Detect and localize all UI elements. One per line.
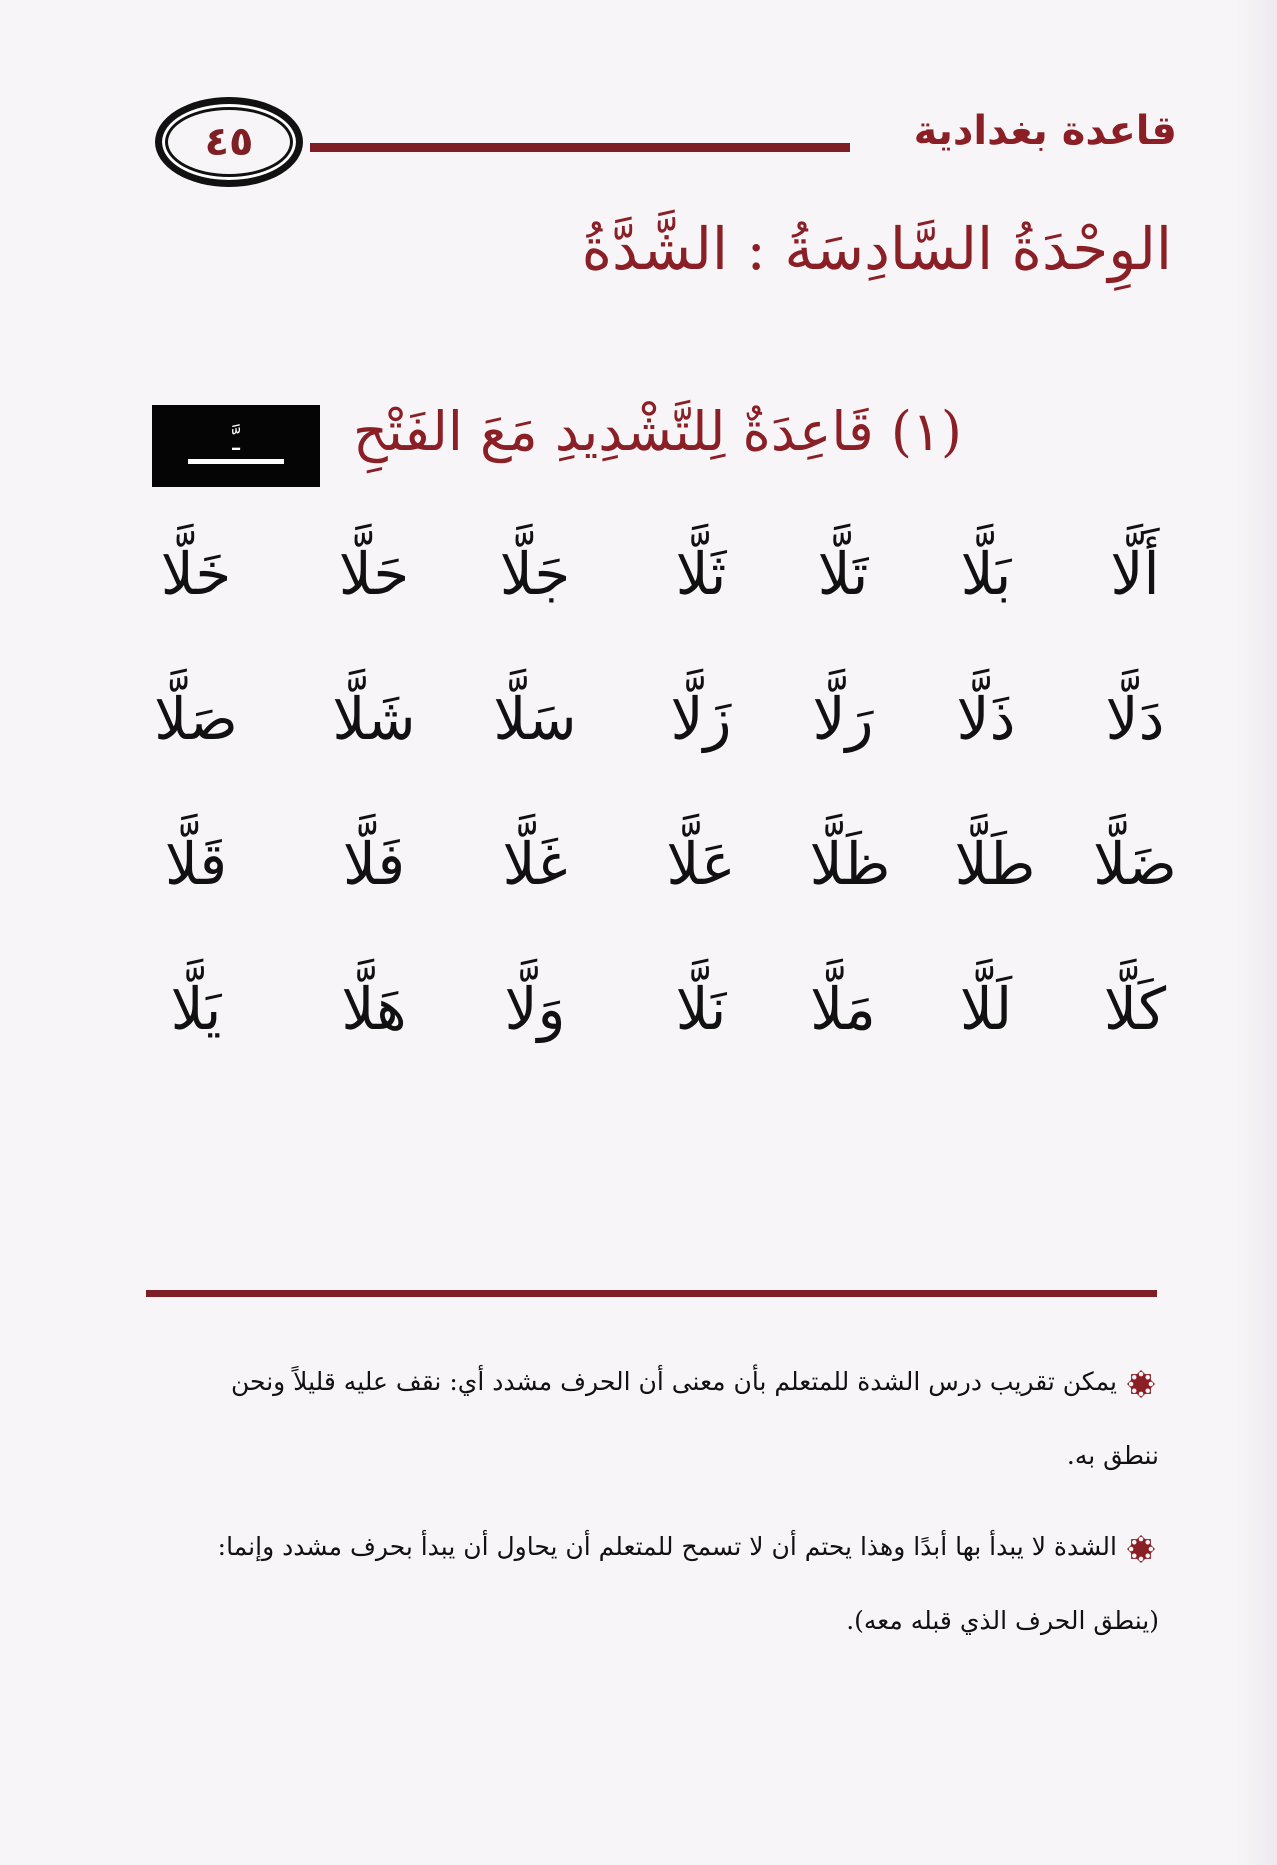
grid-cell: مَلَّا [810,975,876,1043]
footnote-text: الشدة لا يبدأ بها أبدًا وهذا يحتم أن لا تسمح للمتعلم أن يحاول أن يبدأ بحرف مشدد وإنما: [217,1532,1117,1561]
footnote-line [119,1510,1159,1584]
grid-cell: بَلَّا [960,540,1012,608]
grid-cell: غَلَّا [502,830,568,898]
grid-cell: فَلَّا [342,830,406,898]
grid-cell: خَلَّا [160,540,232,608]
grid-cell: أَلَّا [1110,540,1160,608]
shadda-fatha-symbol-box [152,405,320,487]
grid-cell: ذَلَّا [956,685,1016,753]
page-number: ٤٥ [204,119,254,165]
grid-cell: يَلَّا [170,975,222,1043]
unit-title: الوِحْدَةُ السَّادِسَةُ : الشَّدَّةُ [581,215,1172,283]
grid-cell: نَلَّا [675,975,727,1043]
footnote-text-continued: ننطق به. [1066,1441,1159,1470]
footnote [119,1345,1159,1493]
footnote-text-continued: (ينطق الحرف الذي قبله معه). [846,1606,1159,1635]
grid-cell: رَلَّا [812,685,874,753]
grid-cell: لَلَّا [959,975,1013,1043]
page-number-badge [155,97,303,187]
grid-cell: سَلَّا [493,685,577,753]
grid-cell: جَلَّا [499,540,571,608]
grid-row [140,975,1190,1095]
star-bullet-icon [1123,1531,1159,1567]
grid-cell: طَلَّا [954,830,1036,898]
footnote-line [119,1345,1159,1419]
grid-cell: كَلَّا [1103,975,1167,1043]
grid-cell: ضَلَّا [1093,830,1177,898]
header-rule [310,143,850,152]
grid-cell: قَلَّا [164,830,228,898]
footnote-text: يمكن تقريب درس الشدة للمتعلم بأن معنى أن الحرف مشدد أي: نقف عليه قليلاً ونحن [231,1367,1117,1396]
footer-rule [146,1290,1157,1297]
lesson-title: (١) قَاعِدَةٌ لِلتَّشْدِيدِ مَعَ الفَتْحِ [352,400,962,463]
grid-cell: صَلَّا [154,685,238,753]
grid-row [140,830,1190,950]
grid-row [140,685,1190,805]
footnote [119,1510,1159,1658]
grid-cell: وَلَّا [504,975,566,1043]
grid-cell: حَلَّا [338,540,410,608]
grid-cell: ثَلَّا [675,540,727,608]
book-title: قاعدة بغدادية [913,108,1177,154]
grid-cell: شَلَّا [332,685,416,753]
shadda-fatha-icon: ـَّ [232,426,240,457]
grid-cell: دَلَّا [1105,685,1165,753]
grid-cell: ظَلَّا [809,830,891,898]
grid-cell: زَلَّا [670,685,732,753]
grid-cell: تَلَّا [817,540,869,608]
symbol-underline [188,459,284,464]
grid-cell: هَلَّا [341,975,407,1043]
star-bullet-icon [1123,1366,1159,1402]
grid-cell: عَلَّا [666,830,736,898]
grid-row [140,540,1190,660]
page-edge-shadow [1237,0,1277,1865]
